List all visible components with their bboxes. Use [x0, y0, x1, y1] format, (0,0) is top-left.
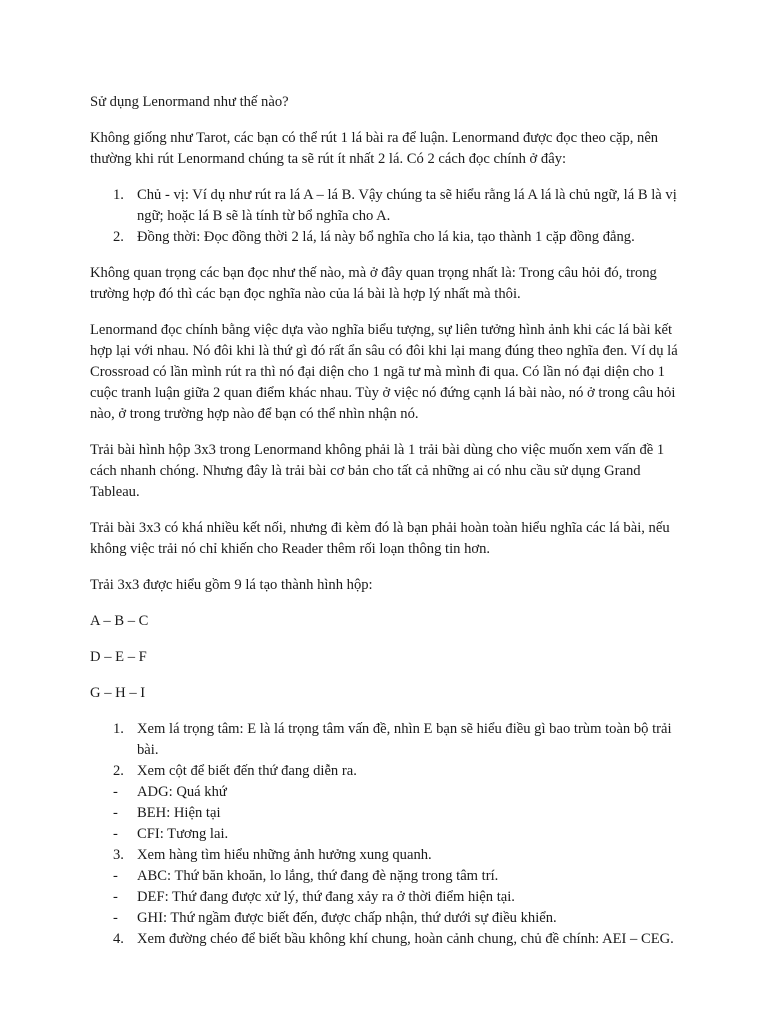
list-marker: - — [113, 910, 118, 926]
list-item-text: CFI: Tương lai. — [137, 826, 229, 842]
list-item-text: Chủ - vị: Ví dụ như rút ra lá A – lá B. Vậy chúng ta sẽ hiểu rằng lá A lá là chủ ngữ, lá B là vị ngữ; hoặc lá B sẽ là tính từ bổ nghĩa cho A. — [137, 187, 677, 224]
list-item — [90, 866, 690, 887]
list-item-text: ABC: Thứ băn khoăn, lo lắng, thứ đang đè nặng trong tâm trí. — [137, 868, 499, 884]
grid-row-1: A – B – C — [90, 613, 149, 629]
list-marker: 2. — [113, 229, 124, 245]
list-item — [90, 887, 690, 908]
list-item-text: BEH: Hiện tại — [137, 805, 221, 821]
list-item — [90, 719, 690, 761]
list-item — [90, 929, 690, 950]
intro-paragraph: Không giống như Tarot, các bạn có thể rút 1 lá bài ra để luận. Lenormand được đọc theo cặp, nên thường khi rút Lenormand chúng ta sẽ rút ít nhất 2 lá. Có 2 cách đọc chính ở đây: — [90, 130, 659, 167]
list-item — [90, 782, 690, 803]
list-marker: 1. — [113, 721, 124, 737]
list-marker: 3. — [113, 847, 124, 863]
list-item-text: ADG: Quá khứ — [137, 784, 227, 800]
list-item-text: Xem lá trọng tâm: E là lá trọng tâm vấn đề, nhìn E bạn sẽ hiểu điều gì bao trùm toàn bộ trải bài. — [137, 721, 672, 758]
reading-methods-list — [90, 185, 690, 248]
list-item-text: DEF: Thứ đang được xử lý, thứ đang xảy ra ở thời điểm hiện tại. — [137, 889, 515, 905]
list-item-text: Xem cột để biết đến thứ đang diễn ra. — [137, 763, 357, 779]
document-body — [90, 92, 690, 965]
list-marker: - — [113, 889, 118, 905]
list-marker: 1. — [113, 187, 124, 203]
reading-steps-list — [90, 719, 690, 950]
list-item — [90, 803, 690, 824]
paragraph-importance: Không quan trọng các bạn đọc như thế nào, mà ở đây quan trọng nhất là: Trong câu hỏi đó, trong trường hợp đó thì các bạn đọc nghĩa nào của lá bài là hợp lý nhất mà thôi. — [90, 265, 657, 302]
list-item-text: Xem hàng tìm hiểu những ảnh hưởng xung quanh. — [137, 847, 432, 863]
list-marker: - — [113, 826, 118, 842]
list-item-text: GHI: Thứ ngầm được biết đến, được chấp nhận, thứ dưới sự điều khiển. — [137, 910, 557, 926]
grid-row-3: G – H – I — [90, 685, 146, 701]
list-marker: - — [113, 868, 118, 884]
document-title: Sử dụng Lenormand như thế nào? — [90, 94, 289, 110]
paragraph-3x3-connections: Trải bài 3x3 có khá nhiều kết nối, nhưng đi kèm đó là bạn phải hoàn toàn hiểu nghĩa các lá bài, nếu không việc trải nó chỉ khiến cho Reader thêm rối loạn thông tin hơn. — [90, 520, 670, 557]
paragraph-symbolism: Lenormand đọc chính bằng việc dựa vào nghĩa biểu tượng, sự liên tưởng hình ảnh khi các lá bài kết hợp lại với nhau. Nó đôi khi là thứ gì đó rất ẩn sâu có đôi khi lại mang đúng theo nghĩa đen. Ví dụ lá Crossroad có lần mình rút ra thì nó đại diện cho 1 ngã tư mà mình đi qua. Có lần nó đại diện cho 1 cuộc tranh luận giữa 2 quan điểm khác nhau. Tùy ở việc nó đứng cạnh lá bài nào, nó ở trong câu hỏi nào, ở trong trường hợp nào để bạn có thể nhìn nhận nó. — [90, 322, 678, 422]
list-item — [90, 761, 690, 782]
list-marker: 4. — [113, 931, 124, 947]
list-item — [90, 185, 690, 227]
list-marker: - — [113, 784, 118, 800]
list-item — [90, 824, 690, 845]
list-item-text: Xem đường chéo để biết bầu không khí chung, hoàn cảnh chung, chủ đề chính: AEI – CEG. — [137, 931, 674, 947]
list-item — [90, 845, 690, 866]
paragraph-3x3-layout: Trải 3x3 được hiểu gồm 9 lá tạo thành hình hộp: — [90, 577, 373, 593]
paragraph-3x3-intro: Trải bài hình hộp 3x3 trong Lenormand không phải là 1 trải bài dùng cho việc muốn xem vấn đề 1 cách nhanh chóng. Nhưng đây là trải bài cơ bản cho tất cả những ai có nhu cầu sử dụng Grand Tableau. — [90, 442, 665, 500]
list-marker: - — [113, 805, 118, 821]
grid-row-2: D – E – F — [90, 649, 147, 665]
list-item — [90, 227, 690, 248]
list-item — [90, 908, 690, 929]
list-item-text: Đồng thời: Đọc đồng thời 2 lá, lá này bổ nghĩa cho lá kia, tạo thành 1 cặp đồng đẳng. — [137, 229, 635, 245]
list-marker: 2. — [113, 763, 124, 779]
